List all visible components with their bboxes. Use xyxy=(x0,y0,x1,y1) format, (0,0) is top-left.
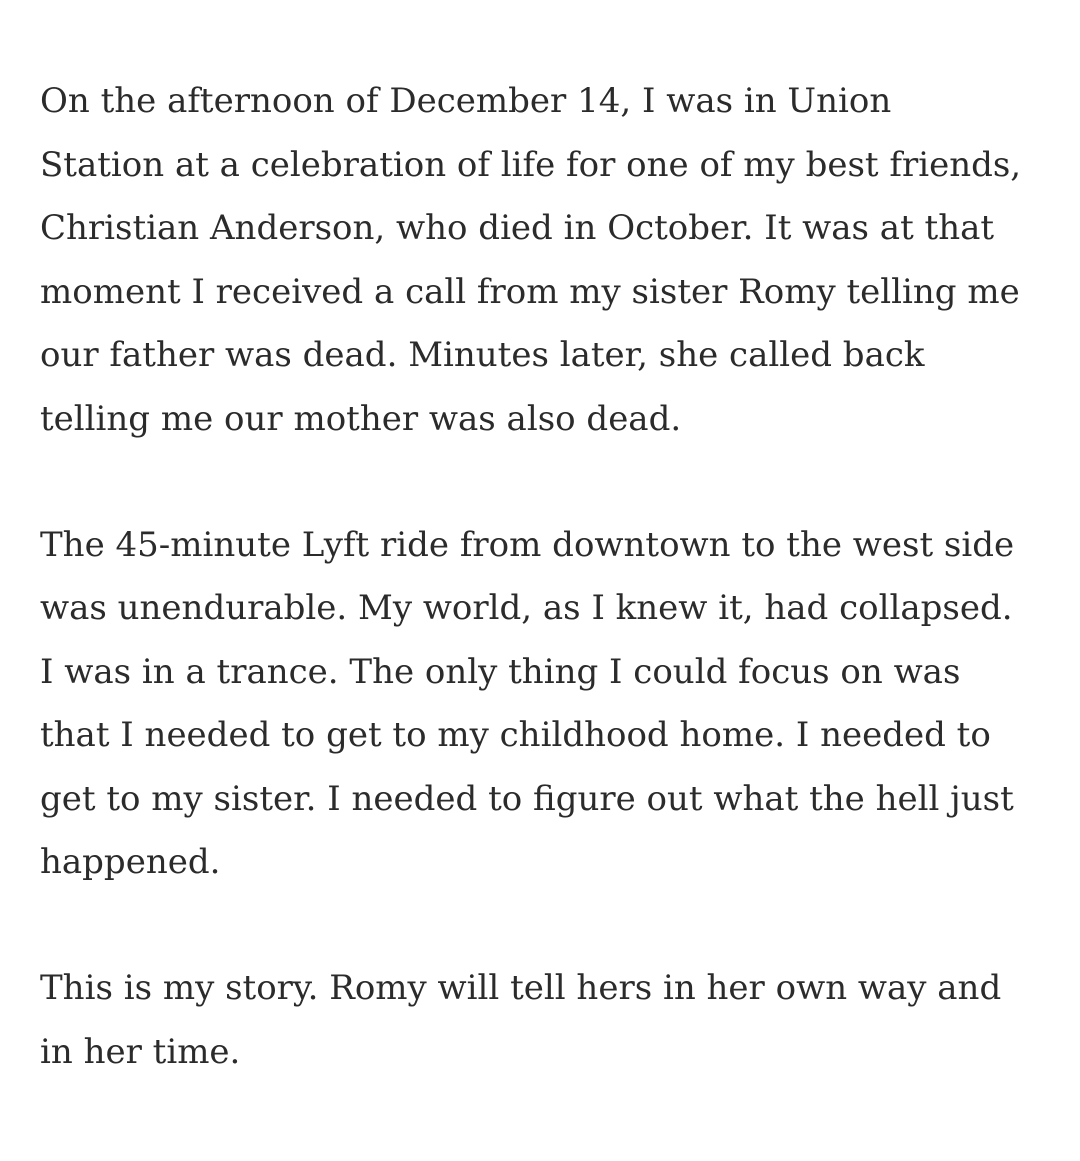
text-line: On the afternoon of December 14, I was in Union xyxy=(40,81,892,121)
text-line: Station at a celebration of life for one of my best friends, xyxy=(40,144,1022,185)
paragraph-3 xyxy=(40,957,1060,1084)
paragraph-2 xyxy=(40,514,1060,895)
text-line: was unendurable. My world, as I knew it, had collapsed. xyxy=(40,588,1013,628)
paragraph-1 xyxy=(40,70,1060,451)
text-line: in her time. xyxy=(40,1031,241,1072)
text-line: our father was dead. Minutes later, she called back xyxy=(40,335,925,375)
article-body xyxy=(40,70,1060,1084)
text-line: telling me our mother was also dead. xyxy=(40,398,682,439)
text-line: This is my story. Romy will tell hers in her own way and xyxy=(40,968,1002,1008)
text-line: moment I received a call from my sister Romy telling me xyxy=(40,271,1020,312)
text-line: I was in a trance. The only thing I could focus on was xyxy=(40,651,961,692)
text-line: happened. xyxy=(40,842,221,882)
text-line: that I needed to get to my childhood home. I needed to xyxy=(40,715,991,755)
text-line: get to my sister. I needed to figure out what the hell just xyxy=(40,778,1014,819)
text-line: The 45-minute Lyft ride from downtown to the west side xyxy=(40,524,1015,565)
text-line: Christian Anderson, who died in October. It was at that xyxy=(40,208,995,248)
